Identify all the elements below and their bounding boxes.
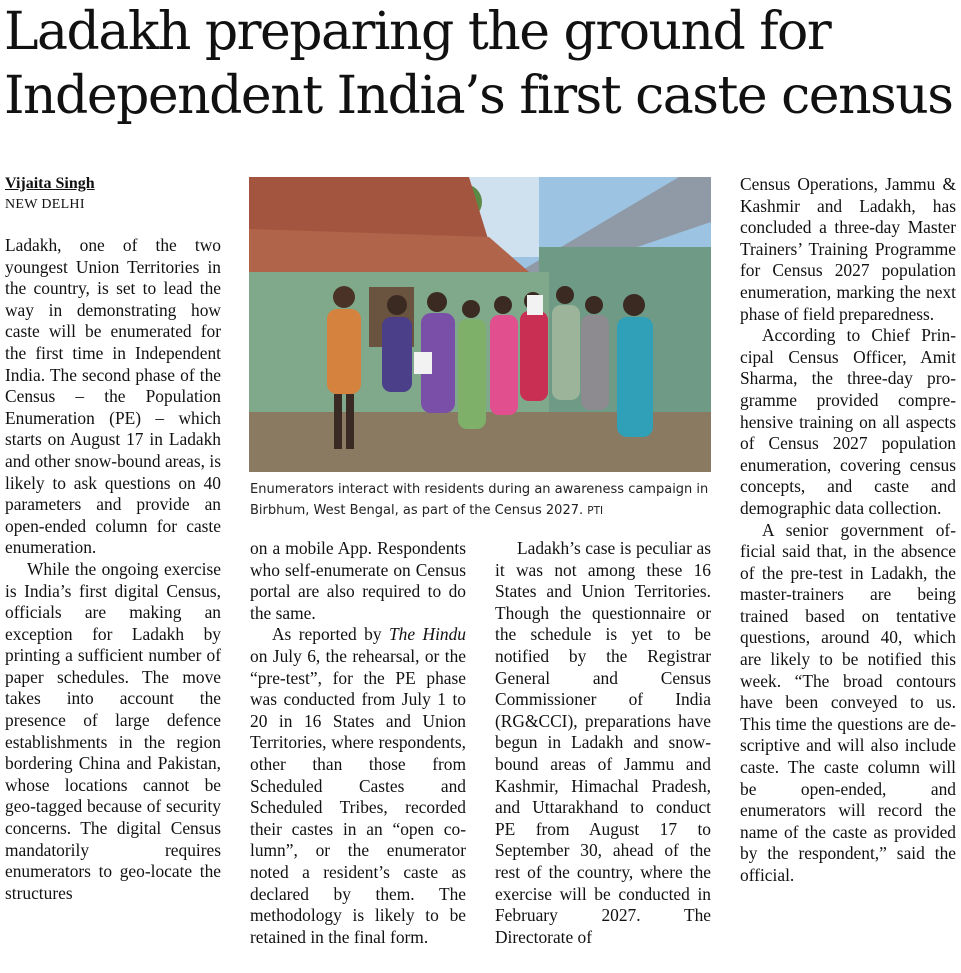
- dateline: NEW DELHI: [5, 197, 85, 212]
- paragraph: Census Operations, Jammu & Kashmir and Ladakh, has concluded a three-day Master Trainers’ Training Programme for Census 2027 population enumeration, marking the next phase of field preparedness.: [740, 174, 956, 324]
- paragraph: [250, 624, 466, 948]
- source-name: The Hindu: [388, 624, 466, 645]
- paragraph: on a mobile App. Respondents who self-enumerate on Census portal are also required to do the same.: [250, 538, 466, 623]
- headline-line-1: Ladakh preparing the ground for: [4, 2, 831, 62]
- paragraph: Ladakh, one of the two youngest Union Territories in the country, is set to lead the way in demonstrating how caste will be enumerated for the first time in Independent India. The second phase of the Census – the Population Enumeration (PE) – which starts on August 17 in Ladakh and other snow-bound areas, is likely to ask questions on 40 parameters and provide an open-ended column for caste enumeration.: [5, 235, 221, 558]
- news-photo: [249, 177, 711, 472]
- photo-caption: [250, 479, 712, 522]
- caption-text: Enumerators interact with residents during an awareness campaign in Birbhum, West Bengal, as part of the Census 2027.: [250, 482, 709, 518]
- article-column-2: [250, 538, 466, 948]
- photo-credit: PTI: [587, 505, 604, 517]
- article-column-4: [740, 174, 956, 887]
- article-column-3: [495, 538, 711, 948]
- paragraph: A senior government official said that, in the absence of the pre-test in Ladakh, the master-trainers are being trained based on tentative questions, around 40, which are likely to be notified this week. “The broad contours have been conveyed to us. This time the questions are descriptive and will also include caste. The caste column will be open-ended, and enumerators will record the name of the caste as provided by the respondent,” said the official.: [740, 519, 956, 885]
- article-column-1: [5, 173, 221, 904]
- text-run: on July 6, the rehearsal, or the “pre-test”, for the PE phase was conducted from July 1 to 20 in 16 States and Union Territories, where respondents, other than those from Scheduled Castes and Scheduled Tribes, recorded their castes in an “open column”, or the enumerator noted a resident’s caste as declared by them. The methodology is likely to be retained in the final form.: [250, 645, 466, 947]
- paragraph: According to Chief Principal Census Officer, Amit Sharma, the three-day programme provided comprehensive training on all aspects of Census 2027 population enumeration, covering census concepts, and caste and demographic data collection.: [740, 325, 956, 518]
- paragraph: Ladakh’s case is peculiar as it was not among these 16 States and Union Territories. Though the questionnaire or the schedule is yet to be notified by the Registrar General and Census Commissioner of India (RG&CCI), preparations have begun in Ladakh and snow-bound areas of Jammu and Kashmir, Himachal Pradesh, and Uttarakhand to conduct PE from August 17 to September 30, ahead of the rest of the country, where the exercise will be conducted in February 2027. The Directorate of: [495, 538, 711, 947]
- headline-line-2: Independent India’s first caste census: [4, 66, 953, 126]
- paragraph: While the ongoing exercise is India’s first digital Census, officials are making an exception for Ladakh by printing a sufficient number of paper schedules. The move takes into account the presence of large defence establishments in the region bordering China and Pakistan, whose locations cannot be geo-tagged because of security concerns. The digital Census mandatorily requires enumerators to geo-locate the structures: [5, 558, 221, 903]
- text-run: As reported by: [272, 624, 389, 645]
- byline[interactable]: Vijaita Singh: [5, 175, 95, 192]
- headline: [4, 0, 959, 128]
